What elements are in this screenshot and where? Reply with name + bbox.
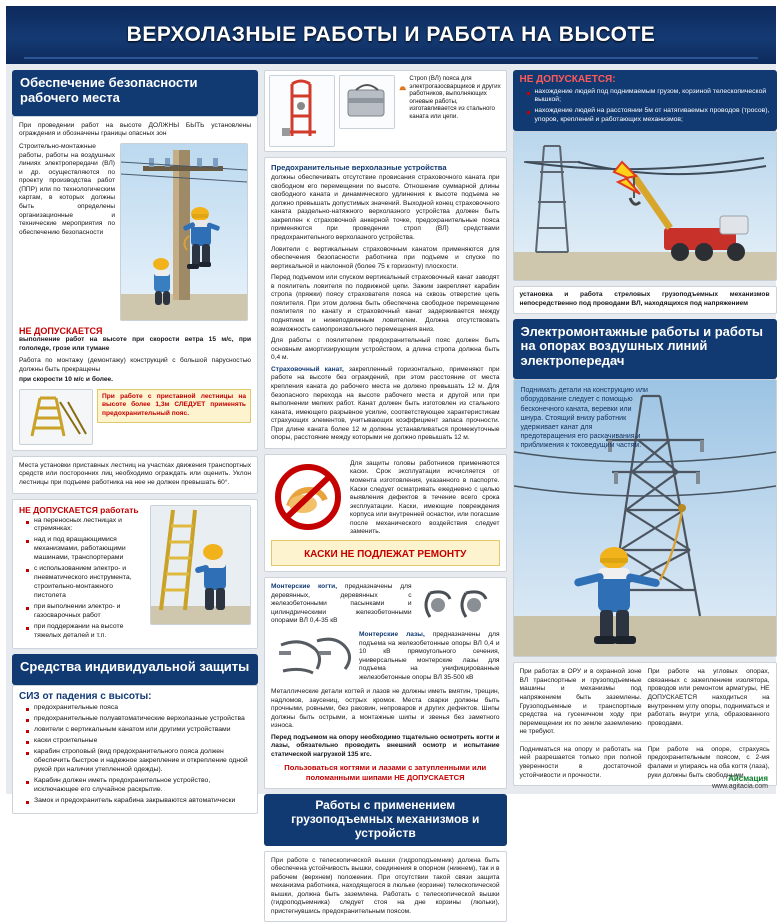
catcher-text: Ловители с вертикальным страховочным канатом применяются для обеспечения безопасности работника при подъеме и спуске по вертикальной и наклонной (более 75 к горизонту) плоскости. <box>271 245 500 270</box>
illustration-ladder-worker <box>150 505 251 625</box>
telescopic-block <box>271 857 500 917</box>
list-item: на переносных лестницах и стремянках: <box>28 517 145 535</box>
brand-name: Айсмация <box>728 774 768 783</box>
oru-panel <box>513 662 777 786</box>
crane-hazard-svg <box>514 132 776 280</box>
kogti-text: предназначены для деревянных, деревянных с железобетонными пасынками и цилиндрическими железобетонными опорами ВЛ 0,4-35 кВ <box>271 582 412 625</box>
column-middle <box>264 70 507 915</box>
forbidden-ladder-panel <box>12 499 258 650</box>
illustration-crane-hazard <box>513 131 777 281</box>
telescopic-title: При работе с телескопической вышки <box>271 856 395 864</box>
demount-speed: при скорости 10 м/с и более. <box>19 376 114 384</box>
telescopic-text: (гидроподъемник) должна быть обеспечена устойчивость вышки, соединения в опорном (нижнем), так и в рабочем (верхнем) положении. При отсутствии такой связи защита механизма работника, находящегося в люльке (корзине) телескопической вышки, должна быть заземлена. Работать с телескопической вышки (гидроподъемника) следует стоя на дне корзины (люльки), пристегнувшись предохранительным поясом. <box>271 856 500 915</box>
list-item: карабин строповый (вид предохранительного пояса должен обеспечить быстрое и надежное закрепление и открепление одной рукой при наличии утепленной одежды). <box>28 748 251 775</box>
raise-title: Подниматься на опору <box>519 745 593 753</box>
lazy-svg <box>271 631 355 685</box>
helmet-warning: КАСКИ НЕ ПОДЛЕЖАТ РЕМОНТУ <box>304 548 467 560</box>
safety-p1: При проведении работ на высоте ДОЛЖНЫ БЫТЬ установлены ограждения и обозначены границы опасных зон <box>19 121 251 138</box>
illustration-pole-climber <box>120 143 248 321</box>
elmont-bar <box>513 319 777 380</box>
no-repair-svg <box>271 460 345 534</box>
belt-bag-svg <box>340 76 394 128</box>
ladder-note: При работе с приставной лестницы на высоте более 1,3м СЛЕДУЕТ применять предохранительный пояс. <box>102 392 246 417</box>
vertical-device-panel <box>264 157 507 449</box>
illustration-harness <box>269 75 335 147</box>
helmet-text: Для защиты головы работников применяются каски. Срок эксплуатации исчисляется от момента изготовления, указанного в паспорте. Каски следует осматривать ежедневно с целью выявления дефектов в течение всего срока эксплуатации. Каски, имеющие повреждения корпуса или внутренней оснастки, или погасшие после механического воздействия следует заменить. <box>350 459 500 536</box>
safety-p2: Строительно-монтажные работы, работы на воздушных линиях электропередачи (ВЛ) и др. осуществляются по проекту производства работ (ППР) или по технологическим картам, в которых должны быть определены организационные и технические мероприятия по обеспечению безопасности <box>19 143 115 236</box>
lazy-title: Монтерские лазы, <box>359 630 425 638</box>
wind-warning-title: НЕ ДОПУСКАЕТСЯ <box>19 326 103 336</box>
harness-panel <box>264 70 507 152</box>
ppe-title-bar <box>12 654 258 685</box>
lifting-title: Работы с применением грузоподъемных механизмов и устройств <box>291 798 480 840</box>
raise-text: и работать на ней разрешается только при полной уверенности в достаточной устойчивости и прочности. <box>519 745 642 779</box>
forbidden-list <box>520 88 770 126</box>
catcher-text3: Для работы с поялителем предохранительный пояс должен быть основным амортизирующим устройством, а длина стропа должна быть 0,4 м. <box>271 337 500 362</box>
claws-panel <box>264 577 507 789</box>
stepladder-svg <box>20 390 92 444</box>
ppe-panel <box>12 685 258 814</box>
support-title: При работе на опоре, <box>647 745 732 753</box>
lifting-section-bar <box>264 794 507 845</box>
columns <box>6 64 776 915</box>
list-item: предохранительные полуавтоматические верхолазные устройства <box>28 715 251 724</box>
forbidden-ladder-list <box>19 517 145 642</box>
harness-svg <box>270 76 334 146</box>
poster-header <box>6 6 776 67</box>
list-item: нахождение людей на расстоянии 5м от натягиваемых проводов (тросов), упоров, креплений и работающих механизмов; <box>529 107 770 125</box>
list-item: нахождение людей под поднимаемым грузом, корзиной телескопической вышкой; <box>529 88 770 106</box>
lazy-text: предназначены для подъема на железобетонные опоры ВЛ 0,4 и 10 кВ прямоугольного сечения, универсальные монтерские лазы для подъема на унифицированные железобетонные опоры ВЛ 35-500 кВ <box>359 630 500 681</box>
header-rule <box>24 57 758 59</box>
safety-workplace-panel <box>12 116 258 451</box>
list-item: Карабин должен иметь предохранительное устройство, исключающее его случайное раскрытие. <box>28 777 251 795</box>
list-item: Замок и предохранитель карабина закрываются автоматически <box>28 797 251 806</box>
helmet-panel <box>264 454 507 572</box>
list-item: над и под вращающимися механизмами, работающими машинами, транспортерами <box>28 536 145 563</box>
kogti-title: Монтерские когти, <box>271 582 338 590</box>
kogti-block <box>271 583 412 626</box>
kogti-svg <box>416 583 500 627</box>
website-url[interactable]: www.agitacia.com <box>711 783 768 790</box>
strop-caption: Строп (ВЛ) пояса для электрогазосварщиков и других работников, выполняющих огневые работы, изготавливается из стального каната или цепи. <box>409 75 501 120</box>
helmet-warn-box <box>271 540 500 566</box>
ladder-worker-svg <box>151 506 251 624</box>
ppe-heading: Средства индивидуальной защиты <box>20 659 250 675</box>
catcher-text2: Перед подъемом или спуском вертикальный страховочный канат заводят в поялитель ловителя по подвижной цепи. Зажим закрепляет карабин стропа (пряжки) поясу страхователя пояса на сквозь отверстие цепь поялителя. При этом должна быть обеспечена свободное перемещение поялителя по канату и страховочный канат задерживается между поднятием и нижеподвижным ловителем. Должна отсутствовать возможность самопроизвольного перемещения вниз. <box>271 274 500 333</box>
pole-climber-svg <box>121 144 247 320</box>
ppe-subtitle: СИЗ от падения с высоты: <box>19 691 152 703</box>
metal-note: Металлические детали когтей и лазов не должны иметь вмятин, трещин, надломов, заусениц, острых кромок. Места сварки должны быть прочными, ровными, без раковин, непроваров и других дефектов. Шипы должны быть острыми, а монтажные шипы и звенья без заметного износа. <box>271 687 500 730</box>
list-item: каски строительные <box>28 737 251 746</box>
angle-note: При работе на угловых опорах, связанных с зажеплением изолятора, проводов или ремонтом арматуры, НЕ ДОПУСКАЕТСЯ находиться на внутреннем углу опоры, подниматься и работать внутри угла, образованного проводами. <box>647 668 770 727</box>
illustration-lazy <box>271 631 355 685</box>
safety-rope-text: закрепленный горизонтально, применяют при работе на высоте без ограждений, при этом расстояние от места крепления каната до рабочего места не должно превышать 12 м. Для безопасного перехода на высоте рабочего места и другой или при выполнении мелких работ. Канат должен быть изготовлен из стального каната, имеющего разрывное усилие, соответствующее характеристикам страхующих элементов, учитывающих коэффициент запаса прочности. При длине каната более 12 м должны устанавливаться промежуточные опоры, расстояние между которыми не должно превышать 12 м. <box>271 365 500 442</box>
vertical-device-text: должны обеспечивать отсутствие провисания страховочного каната при свободном его перемещении по высоте. Отношение суммарной длины свободного каната и динамического удлинения к высоте подъема не должно превышать допустимых значений. Выходной конец страховочного каната раздельно-натяжного верхолазного устройства должен быть закреплен к страховочной анкерной точке, предохранительные пояса применяются при проведении строп (ВЛ) средствами предохранительного верхолазного устройства. <box>271 174 500 241</box>
wind-warning-text: выполнение работ на высоте при скорости ветра 15 м/с, при гололеде, грозе или тумане <box>19 336 251 352</box>
list-item: при поддержании на высоте тяжелых деталей и т.п. <box>28 623 145 641</box>
ladder-placement-panel <box>12 456 258 494</box>
crane-note-panel <box>513 286 777 313</box>
forbid-blunt-note: Пользоваться когтями и лазами с затупленными или поломанными шипами НЕ ДОПУСКАЕТСЯ <box>284 763 487 783</box>
lazy-block <box>359 631 500 682</box>
oru-note: При работах в ОРУ и в охранной зоне ВЛ транспортные и грузоподъемные машины и механизмы под напряжением быть заземлены. Грузоподъемные и транспортные средства на гусеничном ходу при перемещении их по земле заземлению не требуют. <box>519 668 642 736</box>
divider <box>520 741 770 742</box>
list-item: с использованием электро- и пневматического инструмента, строительно-монтажного пистолета <box>28 565 145 601</box>
raise-block <box>520 746 642 780</box>
ppe-list <box>19 704 251 806</box>
illustration-tower-worker <box>513 379 777 657</box>
illustration-stepladder <box>19 389 93 445</box>
telescopic-panel <box>264 851 507 922</box>
illustration-kogti <box>416 583 500 627</box>
elmont-text: Поднимать детали на конструкцию или оборудование следует с помощью бесконечного каната, веревки или шнура. Стоящий внизу работник удерживает канат для предотвращения его раскачивания и приближения к токоведущим частям. <box>520 387 648 449</box>
ladder-note-box <box>97 389 251 423</box>
illustration-belt-bag <box>339 75 395 129</box>
list-item: предохранительные пояса <box>28 704 251 713</box>
forbidden-ladder-title: НЕ ДОПУСКАЕТСЯ работать <box>19 504 139 515</box>
forbidden-bar <box>513 70 777 131</box>
forbidden-title: НЕ ДОПУСКАЕТСЯ: <box>519 74 616 85</box>
support-text: страхуясь предохранительным поясом, с 2-мя фалами и упираясь на оба когтя (лаза), руки должны быть свободными. <box>647 745 770 779</box>
list-item: ловители с вертикальным канатом или другими устройствами <box>28 726 251 735</box>
crane-note: установка и работа стреловых грузоподъемных механизмов непосредственно под проводами ВЛ, находящихся под напряжением <box>519 291 770 307</box>
elmont-title: Электромонтажные работы и работы на опорах воздушных линий электропередач <box>520 323 763 369</box>
column-right <box>513 70 777 788</box>
page-title: ВЕРХОЛАЗНЫЕ РАБОТЫ И РАБОТА НА ВЫСОТЕ <box>126 23 656 46</box>
before-climb-note: Перед подъемом на опору необходимо тщательно осмотреть когти и лазы, обязательно проводить внешний осмотр и испытание статической нагрузкой 135 кгс. <box>271 733 500 758</box>
safety-workplace-heading: Обеспечение безопасности рабочего места <box>20 75 198 105</box>
footer-logo <box>712 774 768 790</box>
safety-rope-block <box>271 366 500 443</box>
list-item: при выполнении электро- и газосварочных работ <box>28 603 145 621</box>
demount-note: Работа по монтажу (демонтажу) конструкций с большой парусностью должны быть прекращены <box>19 357 251 373</box>
vertical-device-title: Предохранительные верхолазные устройства <box>271 163 447 172</box>
safety-workplace-title <box>12 70 258 116</box>
helmet-icon <box>399 75 406 101</box>
illustration-no-repair <box>271 460 345 534</box>
safety-rope-title: Страховочный канат, <box>271 365 344 373</box>
column-left <box>12 70 258 804</box>
ladder-placement-text: Места установки приставных лестниц на участках движения транспортных средств или посторонних лиц необходимо ограждать или оценить. Уклон лестницы при подъеме работника на нее не должен превышать 60°. <box>19 461 251 486</box>
